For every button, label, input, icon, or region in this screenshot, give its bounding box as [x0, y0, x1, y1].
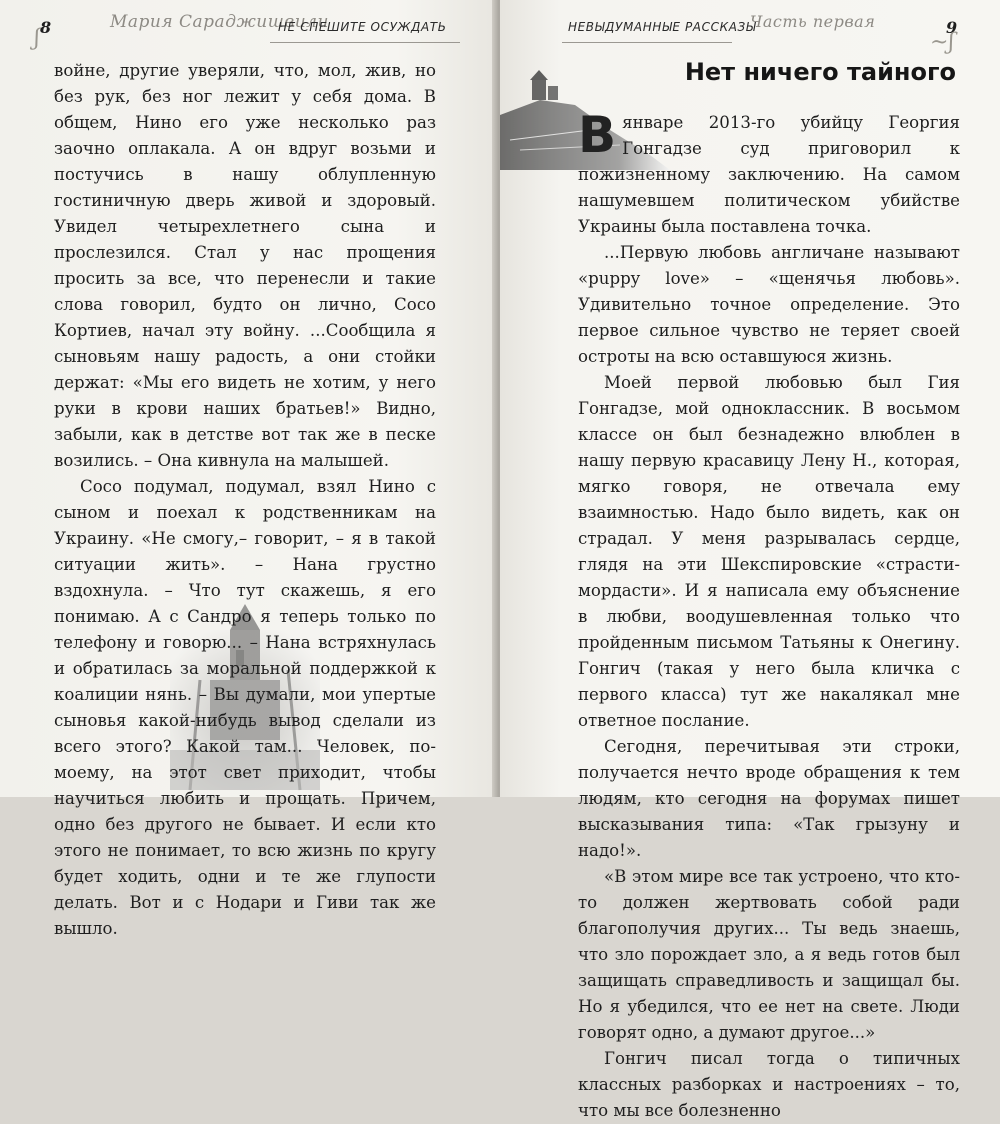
page-number: 9: [946, 18, 958, 37]
paragraph: [578, 106, 960, 240]
paragraph: «В этом мире все так устроено, что кто-то должен жертвовать собой ради благополучия других... Ты ведь знаешь, что зло порождает зло, а я ведь готов был защищать справедливость и защищал бы. Но я убедился, что ее нет на свете. Люди говорят одно, а думают другое...»: [578, 867, 960, 1042]
part-label: Часть первая: [750, 12, 876, 31]
swirl-ornament-icon: ~ʃ: [930, 30, 955, 55]
paragraph: Сосо подумал, подумал, взял Нино с сыном и поехал к родственникам на Украину. «Не смогу,– говорит, – я в такой ситуации жить». – Нана грустно вздохнула. – Что тут скажешь, я его понимаю. А с Сандро я теперь только по телефону и говорю... – Нана встряхнулась и обратилась за моральной поддержкой к коалиции нянь. – Вы думали, мои упертые сыновья какой-нибудь вывод сделали из всего этого? Какой там... Человек, по-моему, на этот свет приходит, чтобы научиться любить и прощать. Причем, одно без другого не бывает. И если кто этого не понимает, то всю жизнь по кругу будет ходить, одни и те же глупости делать. Вот и с Нодари и Гиви так же вышло.: [54, 477, 436, 938]
header-rule: [562, 42, 732, 43]
swirl-ornament-icon: ʃ: [34, 26, 40, 51]
page-number: 8: [40, 18, 52, 37]
chapter-title: Нет ничего тайного: [684, 58, 956, 86]
right-page-header: [500, 10, 1000, 55]
paragraph: ...Первую любовь англичане называют «puppy love» – «щенячья любовь». Удивительно точное определение. Это первое сильное чувство не теряет своей остроты на всю оставшуюся жизнь.: [578, 243, 960, 366]
right-body-text: [578, 106, 960, 1124]
paragraph-text: январе 2013-го убийцу Георгия Гонгадзе суд приговорил к пожизненному заключению. На самом нашумевшем политическом убийстве Украины была поставлена точка.: [578, 113, 960, 236]
left-page-header: [0, 10, 496, 51]
author-name: Мария Сараджишвили: [110, 12, 329, 32]
right-page: [500, 0, 1000, 1120]
running-title: НЕ СПЕШИТЕ ОСУЖДАТЬ: [278, 20, 447, 34]
left-body-text: [54, 58, 436, 942]
drop-cap: В: [578, 106, 617, 164]
paragraph: Сегодня, перечитывая эти строки, получается нечто вроде обращения к тем людям, кто сегодня на форумах пишет высказывания типа: «Так грызуну и надо!».: [578, 737, 960, 860]
header-rule: [270, 42, 460, 43]
running-title: НЕВЫДУМАННЫЕ РАССКАЗЫ: [568, 20, 757, 34]
paragraph: войне, другие уверяли, что, мол, жив, но без рук, без ног лежит у себя дома. В общем, Нино его уже несколько раз заочно оплакала. А он вдруг возьми и постучись в нашу облупленную гостиничную дверь живой и здоровый. Увидел четырехлетнего сына и прослезился. Стал у нас прощения просить за все, что перенесли и такие слова говорил, будто он лично, Сосо Кортиев, начал эту войну. ...Сообщила я сыновьям нашу радость, а они стойки держат: «Мы его видеть не хотим, у него руки в крови наших братьев!» Видно, забыли, как в детстве вот так же в песке возились. – Она кивнула на малышей.: [54, 61, 436, 470]
paragraph: Моей первой любовью был Гия Гонгадзе, мой одноклассник. В восьмом классе он был безнадежно влюблен в нашу первую красавицу Лену Н., которая, мягко говоря, не отвечала ему взаимностью. Надо было видеть, как он страдал. У меня разрывалась сердце, глядя на эти Шекспировские «страсти-мордасти». И я написала ему объяснение в любви, воодушевленная только что пройденным письмом Татьяны к Онегину. Гонгич (такая у него была кличка с первого класса) тут же накалякал мне ответное послание.: [578, 373, 960, 730]
paragraph: Гонгич писал тогда о типичных классных разборках и настроениях – то, что мы все болезненно: [578, 1049, 960, 1120]
left-page: [0, 0, 496, 938]
